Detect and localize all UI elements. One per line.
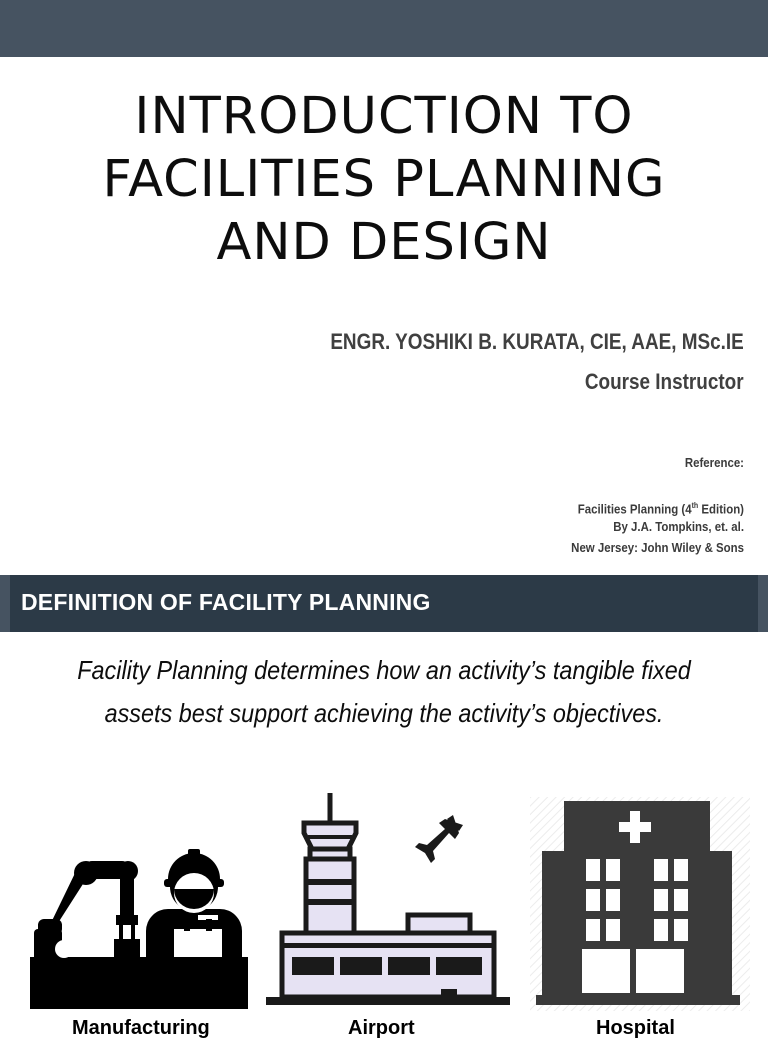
title-line-3: AND DESIGN <box>216 213 552 272</box>
robot-joint <box>55 940 73 958</box>
caption-manufacturing: Manufacturing <box>72 1017 210 1039</box>
title-slide <box>0 57 768 575</box>
section-heading: DEFINITION OF FACILITY PLANNING <box>21 589 431 615</box>
reference-label: Reference: <box>684 455 744 470</box>
caption-airport: Airport <box>348 1017 415 1039</box>
reference-book: Facilities Planning (4th Edition) <box>577 501 744 517</box>
hospital-icon <box>530 797 750 1011</box>
reference-authors: By J.A. Tompkins, et. al. <box>613 519 744 534</box>
reference-block <box>480 452 744 558</box>
slide-title <box>0 85 768 274</box>
definition-slide <box>0 575 768 1039</box>
title-line-1: INTRODUCTION TO <box>134 87 634 146</box>
heading-band-inner <box>10 575 758 632</box>
reference-publisher: New Jersey: John Wiley & Sons <box>571 540 744 555</box>
heading-band <box>0 575 768 632</box>
facility-icons-row <box>0 789 768 1039</box>
top-decor-bar <box>0 0 768 57</box>
airport-icon <box>266 793 512 1013</box>
title-line-2: FACILITIES PLANNING <box>102 150 666 209</box>
definition-text: Facility Planning determines how an activity’s tangible fixed assets best support achieving the activity’s objectives. <box>77 655 691 728</box>
manufacturing-icon <box>28 829 252 1009</box>
author-name: ENGR. YOSHIKI B. KURATA, CIE, AAE, MSc.IE <box>330 329 744 354</box>
caption-hospital: Hospital <box>596 1017 675 1039</box>
author-role: Course Instructor <box>585 369 744 394</box>
